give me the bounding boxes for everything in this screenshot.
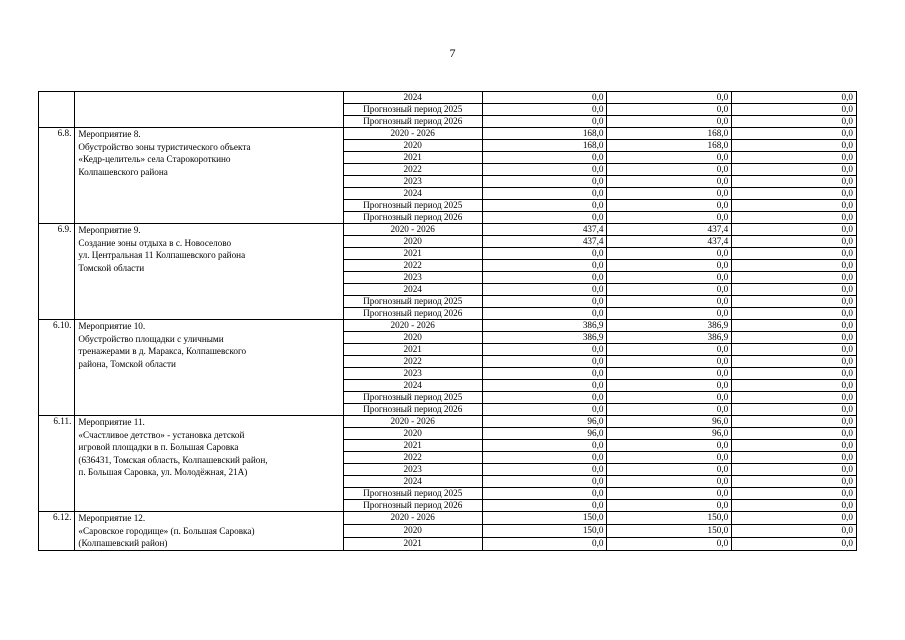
description-line: «Счастливое детство» - установка детской bbox=[78, 429, 245, 440]
budget-value-cell: 0,0 bbox=[607, 164, 732, 176]
total-value-cell: 0,0 bbox=[482, 476, 607, 488]
total-value-cell: 0,0 bbox=[482, 380, 607, 392]
other-value-cell: 0,0 bbox=[732, 200, 857, 212]
budget-value-cell: 0,0 bbox=[607, 296, 732, 308]
budget-value-cell: 0,0 bbox=[607, 212, 732, 224]
period-cell: 2023 bbox=[343, 368, 482, 380]
other-value-cell: 0,0 bbox=[732, 464, 857, 476]
period-cell: 2024 bbox=[343, 284, 482, 296]
total-value-cell: 168,0 bbox=[482, 140, 607, 152]
budget-table bbox=[38, 91, 857, 551]
budget-value-cell: 0,0 bbox=[607, 248, 732, 260]
other-value-cell: 0,0 bbox=[732, 296, 857, 308]
period-cell: 2022 bbox=[343, 356, 482, 368]
total-value-cell: 0,0 bbox=[482, 200, 607, 212]
table-row bbox=[39, 416, 857, 428]
period-cell: 2022 bbox=[343, 452, 482, 464]
period-cell: 2024 bbox=[343, 380, 482, 392]
budget-value-cell: 0,0 bbox=[607, 452, 732, 464]
measure-description-cell bbox=[75, 320, 343, 416]
total-value-cell: 0,0 bbox=[482, 284, 607, 296]
budget-value-cell: 150,0 bbox=[607, 524, 732, 537]
description-line: п. Большая Саровка, ул. Молодёжная, 21А) bbox=[78, 467, 248, 477]
other-value-cell: 0,0 bbox=[732, 140, 857, 152]
description-line: ул. Центральная 11 Колпашевского района bbox=[78, 250, 246, 260]
budget-value-cell: 0,0 bbox=[607, 488, 732, 500]
description-line: «Саровское городище» (п. Большая Саровка) bbox=[78, 525, 255, 536]
measure-description-cell bbox=[75, 128, 343, 224]
description-line: игровой площадки в п. Большая Саровка bbox=[78, 442, 239, 452]
total-value-cell: 150,0 bbox=[482, 524, 607, 537]
description-line: тренажерами в д. Маракса, Колпашевского bbox=[78, 346, 247, 356]
period-cell: Прогнозный период 2025 bbox=[343, 488, 482, 500]
other-value-cell: 0,0 bbox=[732, 272, 857, 284]
total-value-cell: 0,0 bbox=[482, 296, 607, 308]
budget-value-cell: 0,0 bbox=[607, 380, 732, 392]
total-value-cell: 0,0 bbox=[482, 356, 607, 368]
budget-value-cell: 168,0 bbox=[607, 140, 732, 152]
description-line: Мероприятие 12. bbox=[78, 513, 146, 523]
other-value-cell: 0,0 bbox=[732, 284, 857, 296]
page-number: 7 bbox=[449, 46, 456, 60]
total-value-cell: 0,0 bbox=[482, 104, 607, 116]
period-cell: 2024 bbox=[343, 476, 482, 488]
measure-description-cell bbox=[75, 512, 343, 551]
total-value-cell: 0,0 bbox=[482, 464, 607, 476]
period-cell: 2021 bbox=[343, 248, 482, 260]
budget-value-cell: 0,0 bbox=[607, 200, 732, 212]
period-cell: 2024 bbox=[343, 92, 482, 104]
table-row bbox=[39, 128, 857, 140]
total-value-cell: 0,0 bbox=[482, 537, 607, 550]
description-line: Колпашевского района bbox=[78, 166, 168, 177]
budget-value-cell: 0,0 bbox=[607, 440, 732, 452]
other-value-cell: 0,0 bbox=[732, 164, 857, 176]
other-value-cell: 0,0 bbox=[732, 176, 857, 188]
other-value-cell: 0,0 bbox=[732, 212, 857, 224]
other-value-cell: 0,0 bbox=[732, 116, 857, 128]
total-value-cell: 0,0 bbox=[482, 452, 607, 464]
period-cell: 2023 bbox=[343, 272, 482, 284]
budget-value-cell: 0,0 bbox=[607, 356, 732, 368]
total-value-cell: 0,0 bbox=[482, 440, 607, 452]
other-value-cell: 0,0 bbox=[732, 524, 857, 537]
other-value-cell: 0,0 bbox=[732, 452, 857, 464]
other-value-cell: 0,0 bbox=[732, 512, 857, 525]
other-value-cell: 0,0 bbox=[732, 152, 857, 164]
other-value-cell: 0,0 bbox=[732, 188, 857, 200]
budget-value-cell: 0,0 bbox=[607, 176, 732, 188]
total-value-cell: 150,0 bbox=[482, 512, 607, 525]
other-value-cell: 0,0 bbox=[732, 128, 857, 140]
total-value-cell: 0,0 bbox=[482, 188, 607, 200]
other-value-cell: 0,0 bbox=[732, 308, 857, 320]
period-cell: 2020 - 2026 bbox=[343, 512, 482, 525]
measure-description-cell bbox=[75, 224, 343, 320]
total-value-cell: 0,0 bbox=[482, 260, 607, 272]
period-cell: 2021 bbox=[343, 440, 482, 452]
other-value-cell: 0,0 bbox=[732, 224, 857, 236]
period-cell: Прогнозный период 2025 bbox=[343, 200, 482, 212]
total-value-cell: 0,0 bbox=[482, 368, 607, 380]
total-value-cell: 0,0 bbox=[482, 344, 607, 356]
budget-value-cell: 0,0 bbox=[607, 284, 732, 296]
other-value-cell: 0,0 bbox=[732, 368, 857, 380]
total-value-cell: 0,0 bbox=[482, 308, 607, 320]
budget-value-cell: 0,0 bbox=[607, 188, 732, 200]
other-value-cell: 0,0 bbox=[732, 236, 857, 248]
description-line: Мероприятие 8. bbox=[78, 129, 141, 139]
period-cell: 2024 bbox=[343, 188, 482, 200]
budget-value-cell: 0,0 bbox=[607, 537, 732, 550]
budget-value-cell: 0,0 bbox=[607, 152, 732, 164]
budget-value-cell: 0,0 bbox=[607, 464, 732, 476]
other-value-cell: 0,0 bbox=[732, 404, 857, 416]
other-value-cell: 0,0 bbox=[732, 500, 857, 512]
total-value-cell: 0,0 bbox=[482, 248, 607, 260]
budget-value-cell: 437,4 bbox=[607, 224, 732, 236]
item-number-cell bbox=[39, 92, 75, 128]
period-cell: 2020 bbox=[343, 428, 482, 440]
other-value-cell: 0,0 bbox=[732, 440, 857, 452]
budget-value-cell: 0,0 bbox=[607, 476, 732, 488]
budget-value-cell: 0,0 bbox=[607, 500, 732, 512]
period-cell: 2023 bbox=[343, 176, 482, 188]
period-cell: Прогнозный период 2026 bbox=[343, 116, 482, 128]
item-number-cell: 6.11. bbox=[39, 416, 75, 512]
total-value-cell: 0,0 bbox=[482, 176, 607, 188]
total-value-cell: 0,0 bbox=[482, 92, 607, 104]
budget-value-cell: 0,0 bbox=[607, 272, 732, 284]
period-cell: 2021 bbox=[343, 537, 482, 550]
period-cell: 2020 bbox=[343, 140, 482, 152]
budget-value-cell: 150,0 bbox=[607, 512, 732, 525]
period-cell: Прогнозный период 2026 bbox=[343, 500, 482, 512]
period-cell: 2021 bbox=[343, 152, 482, 164]
period-cell: 2020 - 2026 bbox=[343, 416, 482, 428]
total-value-cell: 96,0 bbox=[482, 416, 607, 428]
total-value-cell: 437,4 bbox=[482, 224, 607, 236]
description-line: Мероприятие 11. bbox=[78, 417, 145, 427]
description-line: Создание зоны отдыха в с. Новоселово bbox=[78, 237, 232, 248]
period-cell: Прогнозный период 2025 bbox=[343, 392, 482, 404]
budget-value-cell: 386,9 bbox=[607, 320, 732, 332]
table-row bbox=[39, 320, 857, 332]
description-line: «Кедр-целитель» села Старокороткино bbox=[78, 154, 231, 164]
other-value-cell: 0,0 bbox=[732, 344, 857, 356]
other-value-cell: 0,0 bbox=[732, 320, 857, 332]
table-row bbox=[39, 224, 857, 236]
total-value-cell: 0,0 bbox=[482, 212, 607, 224]
total-value-cell: 0,0 bbox=[482, 164, 607, 176]
budget-value-cell: 437,4 bbox=[607, 236, 732, 248]
total-value-cell: 0,0 bbox=[482, 272, 607, 284]
budget-value-cell: 168,0 bbox=[607, 128, 732, 140]
period-cell: 2022 bbox=[343, 164, 482, 176]
description-line: (636431, Томская область, Колпашевский район, bbox=[78, 454, 268, 465]
budget-value-cell: 386,9 bbox=[607, 332, 732, 344]
table-row bbox=[39, 512, 857, 525]
total-value-cell: 0,0 bbox=[482, 488, 607, 500]
other-value-cell: 0,0 bbox=[732, 476, 857, 488]
total-value-cell: 0,0 bbox=[482, 404, 607, 416]
period-cell: 2023 bbox=[343, 464, 482, 476]
measure-description-cell bbox=[75, 416, 343, 512]
total-value-cell: 168,0 bbox=[482, 128, 607, 140]
other-value-cell: 0,0 bbox=[732, 416, 857, 428]
budget-value-cell: 0,0 bbox=[607, 260, 732, 272]
other-value-cell: 0,0 bbox=[732, 92, 857, 104]
budget-value-cell: 0,0 bbox=[607, 368, 732, 380]
other-value-cell: 0,0 bbox=[732, 260, 857, 272]
other-value-cell: 0,0 bbox=[732, 488, 857, 500]
other-value-cell: 0,0 bbox=[732, 380, 857, 392]
period-cell: 2020 - 2026 bbox=[343, 320, 482, 332]
measure-description-cell bbox=[75, 92, 343, 128]
item-number-cell: 6.8. bbox=[39, 128, 75, 224]
budget-value-cell: 96,0 bbox=[607, 416, 732, 428]
item-number-cell: 6.12. bbox=[39, 512, 75, 551]
period-cell: 2020 - 2026 bbox=[343, 128, 482, 140]
budget-value-cell: 0,0 bbox=[607, 308, 732, 320]
budget-value-cell: 0,0 bbox=[607, 392, 732, 404]
total-value-cell: 437,4 bbox=[482, 236, 607, 248]
table-row bbox=[39, 92, 857, 104]
period-cell: Прогнозный период 2026 bbox=[343, 308, 482, 320]
total-value-cell: 386,9 bbox=[482, 320, 607, 332]
total-value-cell: 386,9 bbox=[482, 332, 607, 344]
period-cell: 2020 - 2026 bbox=[343, 224, 482, 236]
other-value-cell: 0,0 bbox=[732, 392, 857, 404]
other-value-cell: 0,0 bbox=[732, 332, 857, 344]
period-cell: Прогнозный период 2026 bbox=[343, 404, 482, 416]
other-value-cell: 0,0 bbox=[732, 428, 857, 440]
period-cell: 2020 bbox=[343, 524, 482, 537]
budget-value-cell: 0,0 bbox=[607, 104, 732, 116]
budget-table-body bbox=[39, 92, 857, 551]
total-value-cell: 0,0 bbox=[482, 116, 607, 128]
description-line: Мероприятие 10. bbox=[78, 321, 146, 331]
description-line: Мероприятие 9. bbox=[78, 225, 141, 235]
total-value-cell: 0,0 bbox=[482, 152, 607, 164]
total-value-cell: 0,0 bbox=[482, 392, 607, 404]
item-number-cell: 6.9. bbox=[39, 224, 75, 320]
period-cell: Прогнозный период 2025 bbox=[343, 296, 482, 308]
item-number-cell: 6.10. bbox=[39, 320, 75, 416]
total-value-cell: 96,0 bbox=[482, 428, 607, 440]
other-value-cell: 0,0 bbox=[732, 537, 857, 550]
description-line: района, Томской области bbox=[78, 358, 176, 369]
description-line: Томской области bbox=[78, 262, 145, 273]
description-line: Обустройство площадки с уличными bbox=[78, 333, 224, 344]
period-cell: 2020 bbox=[343, 332, 482, 344]
budget-value-cell: 96,0 bbox=[607, 428, 732, 440]
other-value-cell: 0,0 bbox=[732, 104, 857, 116]
period-cell: Прогнозный период 2025 bbox=[343, 104, 482, 116]
description-line: (Колпашевский район) bbox=[78, 538, 168, 548]
total-value-cell: 0,0 bbox=[482, 500, 607, 512]
other-value-cell: 0,0 bbox=[732, 356, 857, 368]
description-line: Обустройство зоны туристического объекта bbox=[78, 141, 251, 152]
budget-value-cell: 0,0 bbox=[607, 344, 732, 356]
budget-value-cell: 0,0 bbox=[607, 116, 732, 128]
other-value-cell: 0,0 bbox=[732, 248, 857, 260]
budget-value-cell: 0,0 bbox=[607, 404, 732, 416]
period-cell: 2020 bbox=[343, 236, 482, 248]
budget-value-cell: 0,0 bbox=[607, 92, 732, 104]
period-cell: Прогнозный период 2026 bbox=[343, 212, 482, 224]
period-cell: 2022 bbox=[343, 260, 482, 272]
period-cell: 2021 bbox=[343, 344, 482, 356]
